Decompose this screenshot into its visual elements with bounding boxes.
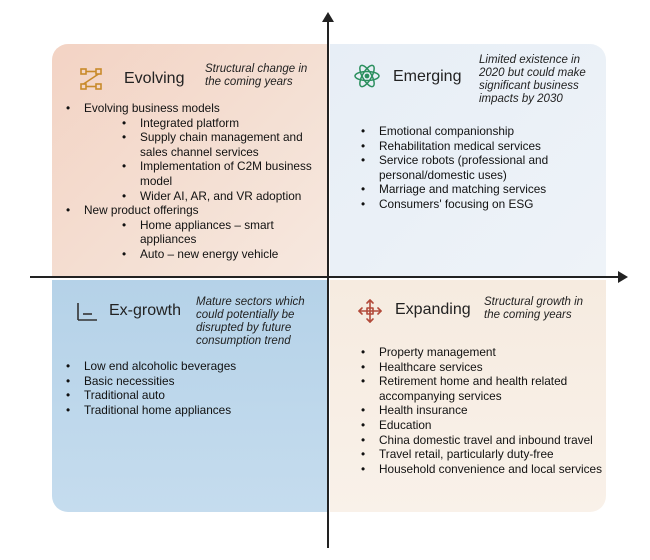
evolving-title: Evolving	[124, 70, 185, 87]
expanding-note-line: the coming years	[484, 309, 572, 321]
list-item: • Consumers' focusing on ESG	[357, 197, 569, 212]
sub-list-item: • Supply chain management and sales channel services	[84, 130, 324, 159]
ex-growth-list	[62, 359, 317, 417]
list-item	[62, 101, 324, 203]
list-item: • China domestic travel and inbound travel	[357, 433, 602, 448]
evolving-note-line: Structural change in	[205, 63, 308, 75]
ex-growth-note	[196, 296, 321, 348]
expanding-list	[357, 345, 602, 476]
list-item: • Property management	[357, 345, 602, 360]
list-item: • Traditional auto	[62, 388, 317, 403]
sub-list-item: • Wider AI, AR, and VR adoption	[84, 189, 324, 204]
ex-growth-note-line: disrupted by future	[196, 322, 292, 334]
expanding-title: Expanding	[395, 301, 471, 318]
list-item: • Low end alcoholic beverages	[62, 359, 317, 374]
horizontal-axis-arrow	[618, 271, 628, 283]
list-item: • Health insurance	[357, 403, 602, 418]
list-item: • Education	[357, 418, 602, 433]
expanding-note	[484, 296, 604, 322]
emerging-note-line: Limited existence in	[479, 54, 580, 66]
sub-list-item: • Integrated platform	[84, 116, 324, 131]
list-item: • Traditional home appliances	[62, 403, 317, 418]
list-item: • Emotional companionship	[357, 124, 569, 139]
expanding-arrows-icon	[357, 298, 383, 324]
emerging-atom-icon	[353, 62, 381, 90]
list-item-label: New product offerings	[84, 203, 199, 218]
expanding-note-line: Structural growth in	[484, 296, 584, 308]
emerging-list	[357, 124, 569, 212]
ex-growth-note-line: consumption trend	[196, 335, 291, 347]
list-item: • Retirement home and health related accompanying services	[357, 374, 602, 403]
emerging-note-line: 2020 but could make	[479, 67, 586, 79]
evolving-list	[62, 101, 324, 262]
emerging-title: Emerging	[393, 68, 462, 85]
horizontal-axis	[30, 276, 622, 278]
list-item: • Basic necessities	[62, 374, 317, 389]
ex-growth-note-line: could potentially be	[196, 309, 295, 321]
list-item: • Travel retail, particularly duty-free	[357, 447, 602, 462]
list-item: • Marriage and matching services	[357, 182, 569, 197]
list-item: • Service robots (professional and personal/domestic uses)	[357, 153, 569, 182]
list-item	[62, 203, 324, 261]
evolving-network-icon	[78, 66, 104, 92]
ex-growth-note-line: Mature sectors which	[196, 296, 305, 308]
emerging-note-line: impacts by 2030	[479, 93, 563, 105]
evolving-note-line: the coming years	[205, 76, 293, 88]
list-item: • Household convenience and local services	[357, 462, 602, 477]
evolving-note	[205, 63, 325, 89]
sub-list-item: • Implementation of C2M business model	[84, 159, 324, 188]
ex-growth-chart-icon	[76, 302, 98, 322]
sub-list-item: • Home appliances – smart appliances	[84, 218, 324, 247]
vertical-axis-arrow	[322, 12, 334, 22]
list-item: • Healthcare services	[357, 360, 602, 375]
emerging-note	[479, 54, 604, 106]
ex-growth-title: Ex-growth	[109, 302, 182, 319]
list-item: • Rehabilitation medical services	[357, 139, 569, 154]
sub-list-item: • Auto – new energy vehicle	[84, 247, 324, 262]
emerging-note-line: significant business	[479, 80, 579, 92]
list-item-label: Evolving business models	[84, 101, 220, 115]
vertical-axis	[327, 18, 329, 548]
